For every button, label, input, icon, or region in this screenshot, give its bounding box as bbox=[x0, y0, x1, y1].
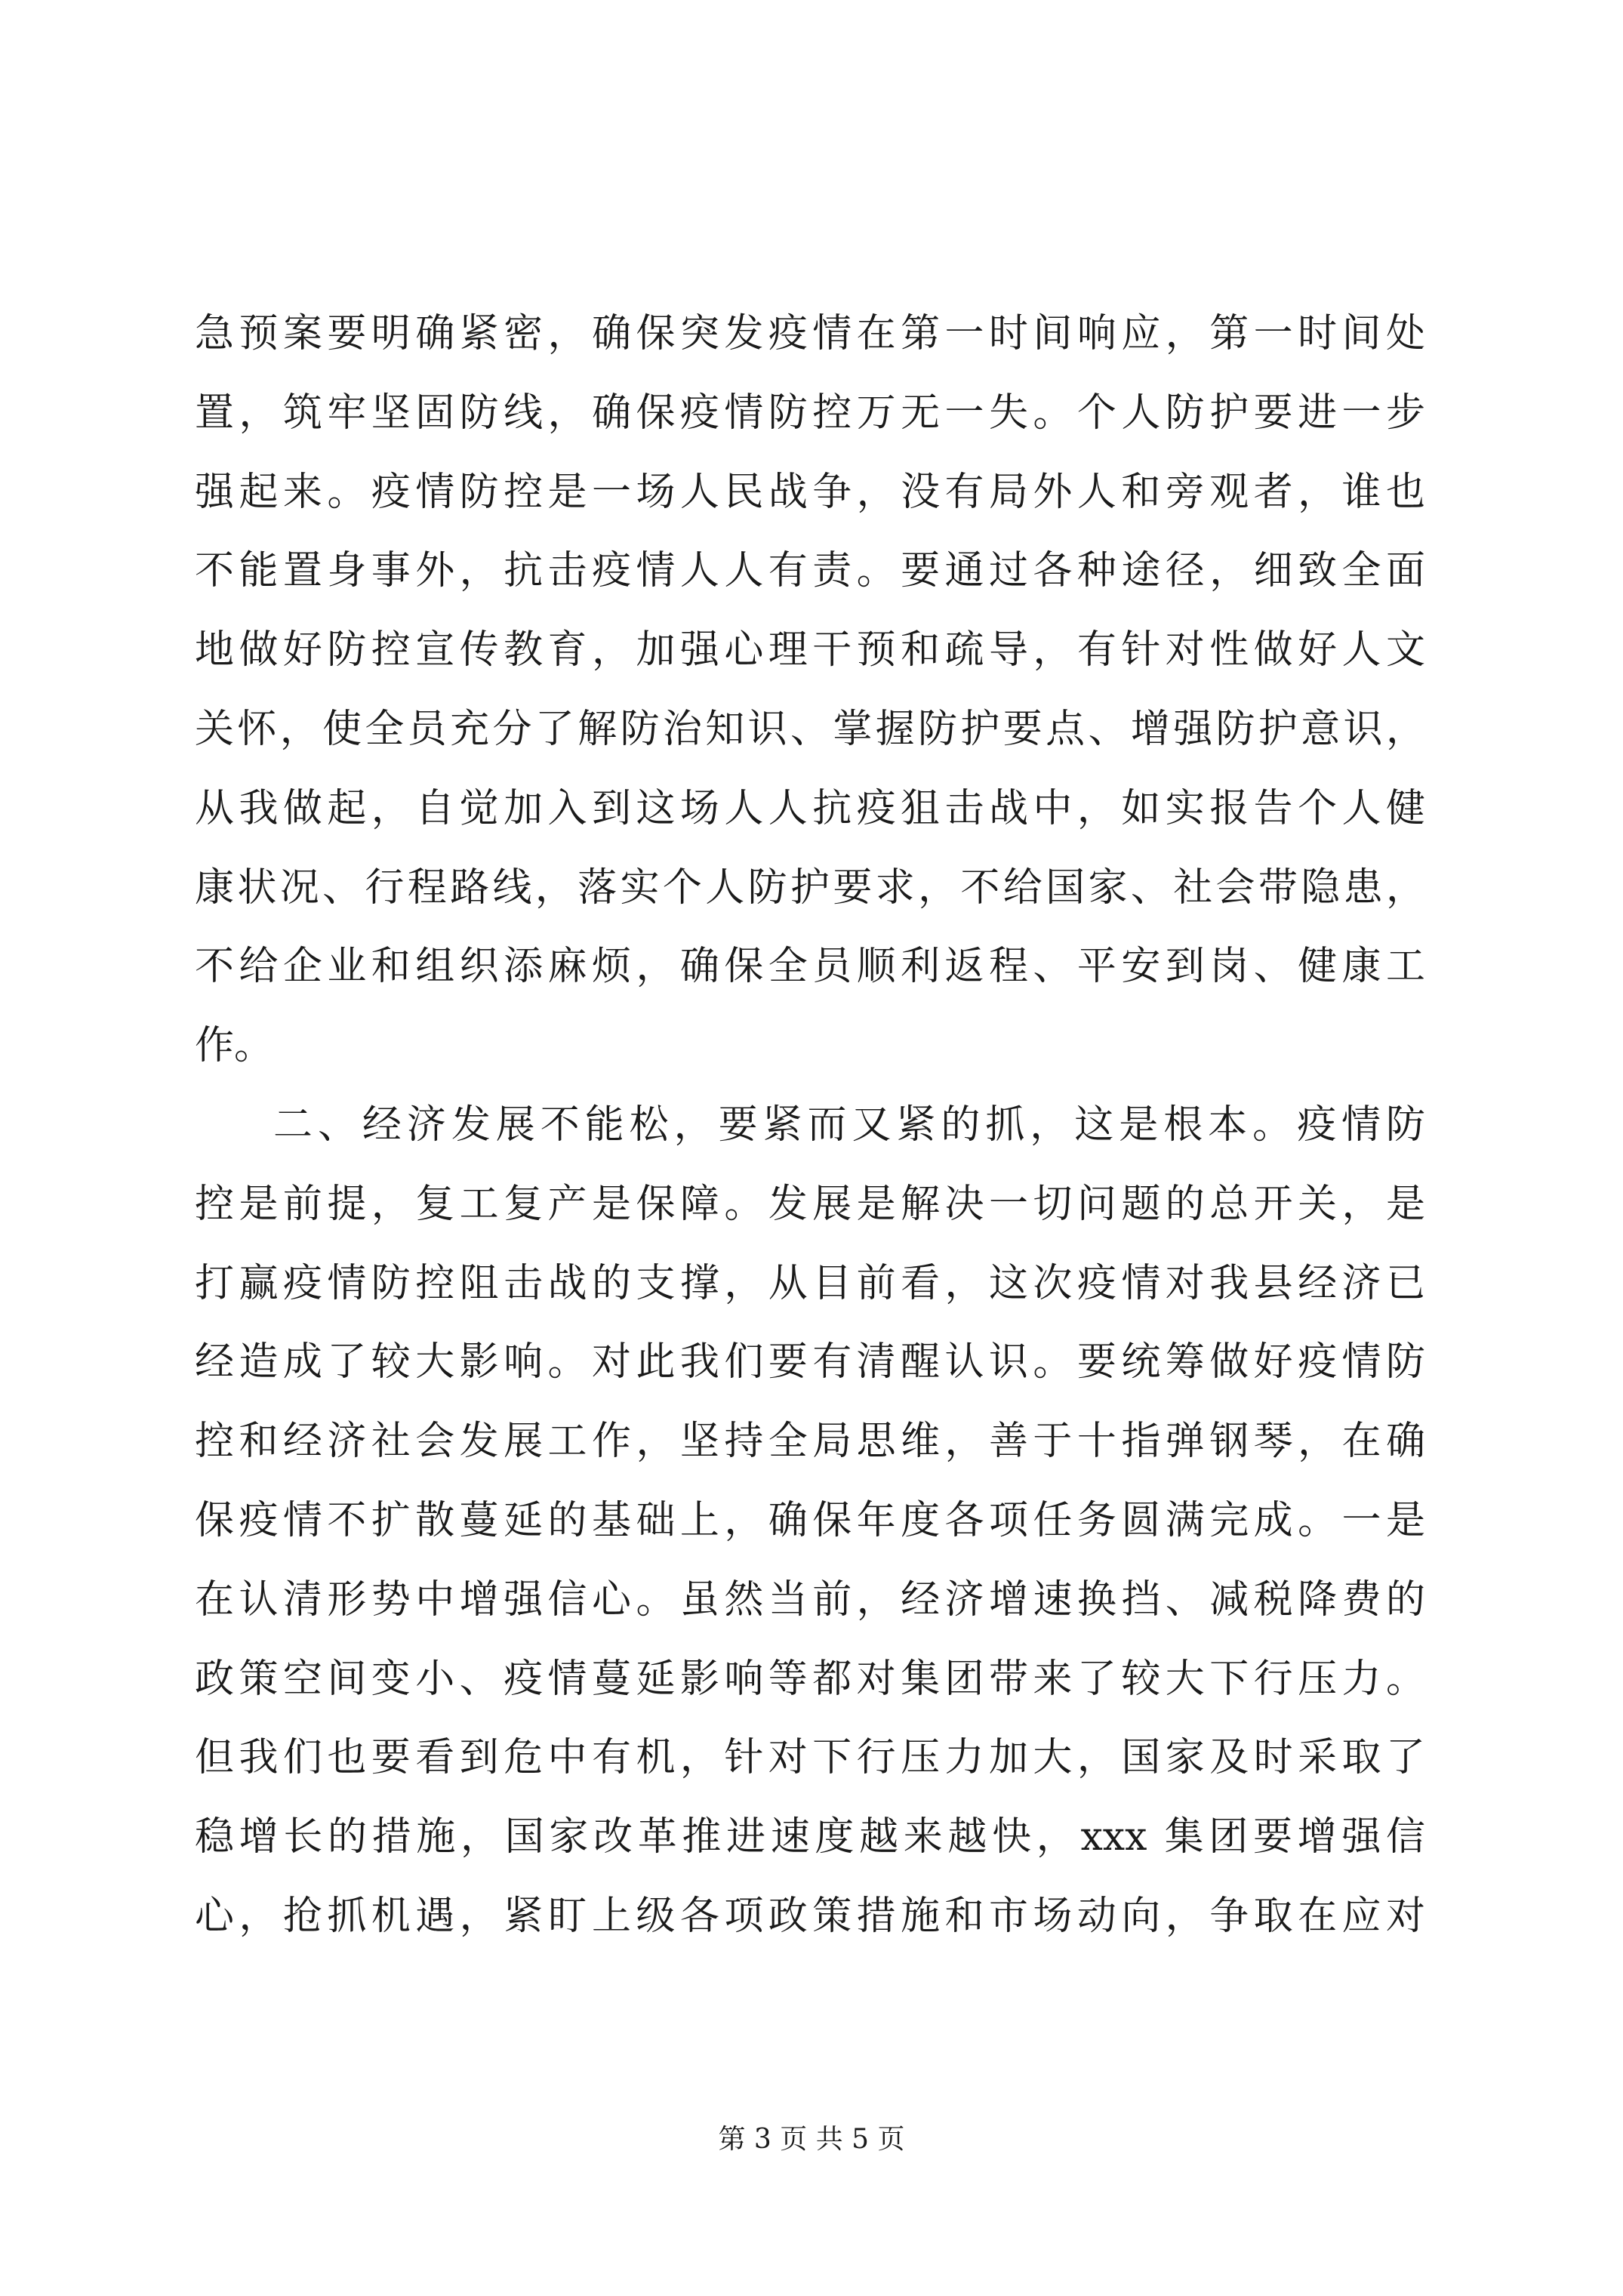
text-line: 在认清形势中增强信心。虽然当前，经济增速换挡、减税降费的 bbox=[195, 1576, 1425, 1623]
text-line: 置，筑牢坚固防线，确保疫情防控万无一失。个人防护要进一步 bbox=[195, 390, 1425, 436]
text-line: 从我做起，自觉加入到这场人人抗疫狙击战中，如实报告个人健 bbox=[195, 785, 1425, 831]
text-line: 控是前提，复工复产是保障。发展是解决一切问题的总开关，是 bbox=[195, 1181, 1425, 1227]
text-line: 打赢疫情防控阻击战的支撑，从目前看，这次疫情对我县经济已 bbox=[195, 1260, 1425, 1306]
page-number-footer: 第 3 页 共 5 页 bbox=[718, 2124, 905, 2155]
text-line: 强起来。疫情防控是一场人民战争，没有局外人和旁观者，谁也 bbox=[195, 469, 1425, 515]
text-line: 康状况、行程路线，落实个人防护要求，不给国家、社会带隐患， bbox=[195, 864, 1425, 911]
text-line-paragraph-end: 作。 bbox=[195, 1023, 274, 1069]
text-line: 不能置身事外，抗击疫情人人有责。要通过各种途径，细致全面 bbox=[195, 548, 1425, 594]
text-line: 政策空间变小、疫情蔓延影响等都对集团带来了较大下行压力。 bbox=[195, 1656, 1425, 1702]
text-line-paragraph-start: 二、经济发展不能松，要紧而又紧的抓，这是根本。疫情防 bbox=[273, 1102, 1425, 1148]
text-line: 急预案要明确紧密，确保突发疫情在第一时间响应，第一时间处 bbox=[195, 311, 1425, 356]
text-line: 不给企业和组织添麻烦，确保全员顺利返程、平安到岗、健康工 bbox=[195, 944, 1425, 990]
body-text bbox=[195, 294, 1425, 1956]
text-line: 稳增长的措施，国家改革推进速度越来越快，xxx 集团要增强信 bbox=[195, 1814, 1425, 1860]
text-line: 但我们也要看到危中有机，针对下行压力加大，国家及时采取了 bbox=[195, 1735, 1425, 1781]
text-line: 地做好防控宣传教育，加强心理干预和疏导，有针对性做好人文 bbox=[195, 627, 1425, 673]
text-line: 控和经济社会发展工作，坚持全局思维，善于十指弹钢琴，在确 bbox=[195, 1419, 1425, 1465]
text-line: 经造成了较大影响。对此我们要有清醒认识。要统筹做好疫情防 bbox=[195, 1339, 1425, 1385]
text-line: 心，抢抓机遇，紧盯上级各项政策措施和市场动向，争取在应对 bbox=[195, 1893, 1425, 1939]
text-line: 保疫情不扩散蔓延的基础上，确保年度各项任务圆满完成。一是 bbox=[195, 1497, 1425, 1543]
text-line: 关怀，使全员充分了解防治知识、掌握防护要点、增强防护意识， bbox=[195, 706, 1425, 752]
